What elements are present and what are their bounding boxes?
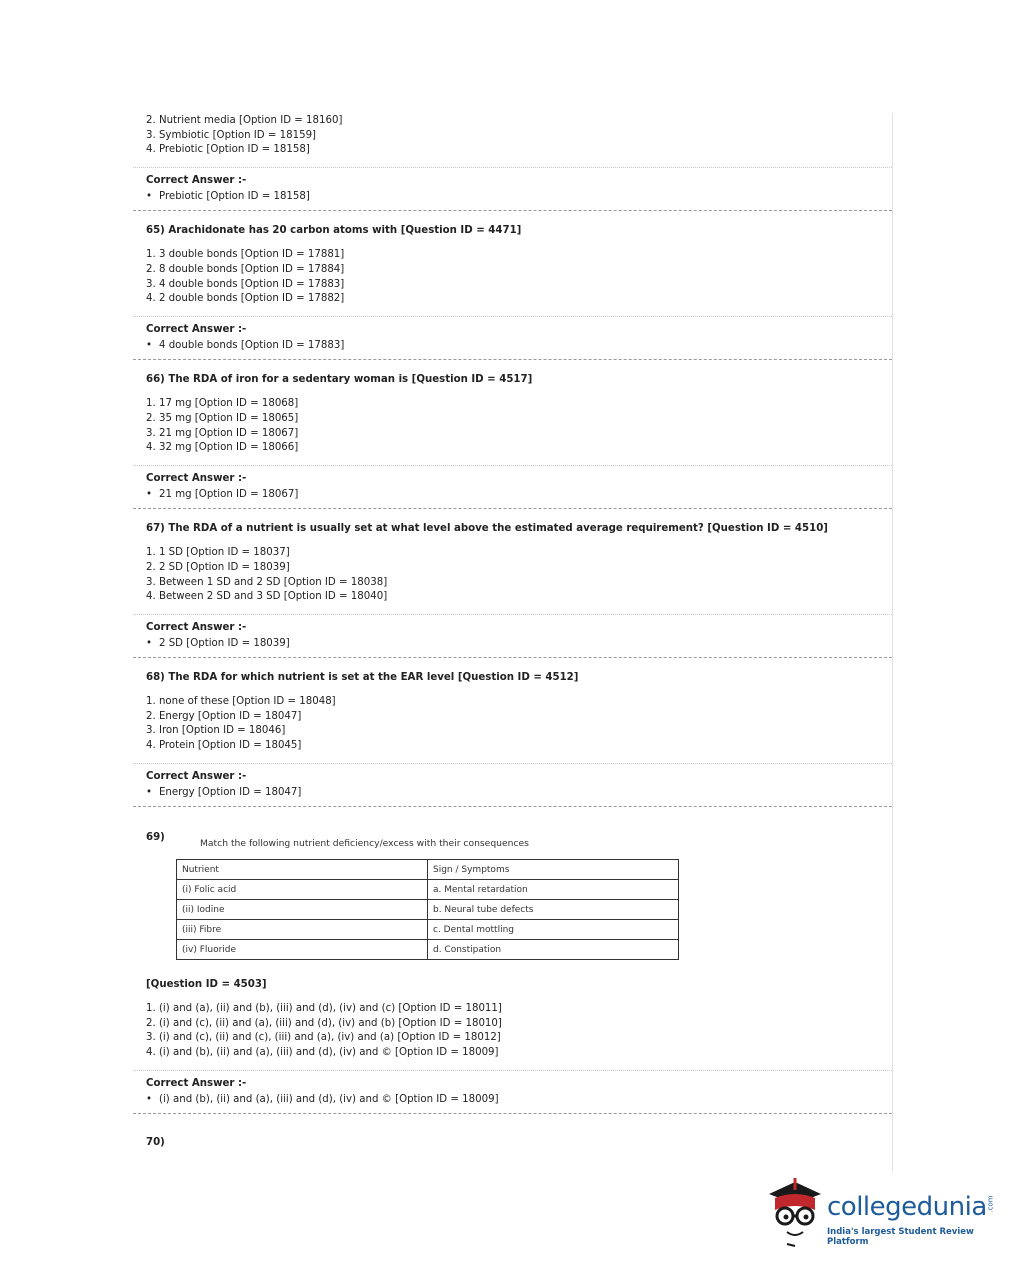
question-70 [133,1114,892,1150]
brand-domain: .com [986,1195,995,1213]
question-page [133,113,893,1171]
option: 2. Nutrient media [Option ID = 18160] [146,115,343,126]
question-65 [133,211,892,360]
question-69 [133,807,892,1114]
table-row [177,920,679,940]
match-table [176,859,679,960]
collegedunia-logo [765,1176,995,1248]
table-cell: d. Constipation [428,940,679,960]
option: 4. 2 double bonds [Option ID = 17882] [146,293,345,305]
correct-answer-label: Correct Answer :- [146,770,247,782]
correct-answer-label: Correct Answer :- [146,472,247,484]
option: 3. 4 double bonds [Option ID = 17883] [146,278,345,290]
option: 3. Symbiotic [Option ID = 18159] [146,129,317,141]
table-cell: b. Neural tube defects [428,900,679,920]
table-cell: (iii) Fibre [177,920,428,940]
brand-tagline: India's largest Student Review Platform [827,1227,974,1247]
table-header-row [177,860,679,880]
question-67 [133,509,892,658]
question-title: 65) Arachidonate has 20 carbon atoms with [Question ID = 4471] [146,225,522,237]
option: 1. 3 double bonds [Option ID = 17881] [146,249,345,261]
option: 3. Iron [Option ID = 18046] [146,725,286,737]
correct-answer: • Prebiotic [Option ID = 18158] [146,190,892,205]
option: 2. Energy [Option ID = 18047] [146,710,302,722]
question-number: 70) [146,1137,165,1149]
option: 4. (i) and (b), (ii) and (a), (iii) and (d), (iv) and © [Option ID = 18009] [146,1047,499,1059]
correct-answer-label: Correct Answer :- [146,323,247,335]
correct-answer: • 21 mg [Option ID = 18067] [146,488,892,503]
option: 3. 21 mg [Option ID = 18067] [146,427,299,439]
question-number: 69) [146,832,165,844]
correct-answer-label: Correct Answer :- [146,1077,247,1089]
mascot-icon [765,1176,825,1248]
question-title: 67) The RDA of a nutrient is usually set at what level above the estimated average requirement? [Question ID = 4510] [146,523,828,535]
table-header-cell: Nutrient [177,860,428,880]
table-row [177,940,679,960]
correct-answer: • 2 SD [Option ID = 18039] [146,637,892,652]
table-cell: (ii) Iodine [177,900,428,920]
option: 3. Between 1 SD and 2 SD [Option ID = 18038] [146,576,388,588]
question-title: 66) The RDA of iron for a sedentary woman is [Question ID = 4517] [146,374,533,386]
table-cell: (iv) Fluoride [177,940,428,960]
correct-answer-label: Correct Answer :- [146,174,247,186]
table-cell: a. Mental retardation [428,880,679,900]
question-66 [133,360,892,509]
option: 2. 2 SD [Option ID = 18039] [146,561,290,573]
correct-answer: • (i) and (b), (ii) and (a), (iii) and (d), (iv) and © [Option ID = 18009] [146,1093,892,1108]
option: 4. Protein [Option ID = 18045] [146,740,302,752]
option: 2. (i) and (c), (ii) and (a), (iii) and (d), (iv) and (b) [Option ID = 18010] [146,1017,502,1029]
option: 2. 8 double bonds [Option ID = 17884] [146,263,345,275]
option: 4. Prebiotic [Option ID = 18158] [146,144,310,156]
option: 1. 17 mg [Option ID = 18068] [146,398,299,410]
table-row [177,900,679,920]
question-id: [Question ID = 4503] [146,979,267,991]
option: 2. 35 mg [Option ID = 18065] [146,412,299,424]
correct-answer-label: Correct Answer :- [146,621,247,633]
table-cell: c. Dental mottling [428,920,679,940]
question-instruction: Match the following nutrient deficiency/excess with their consequences [200,838,529,850]
brand-name: collegedunia [827,1192,987,1222]
option: 4. Between 2 SD and 3 SD [Option ID = 18040] [146,591,388,603]
option: 1. (i) and (a), (ii) and (b), (iii) and (d), (iv) and (c) [Option ID = 18011] [146,1003,502,1015]
option: 4. 32 mg [Option ID = 18066] [146,442,299,454]
question-title: 68) The RDA for which nutrient is set at the EAR level [Question ID = 4512] [146,672,579,684]
table-cell: (i) Folic acid [177,880,428,900]
correct-answer: • 4 double bonds [Option ID = 17883] [146,339,892,354]
table-header-cell: Sign / Symptoms [428,860,679,880]
table-row [177,880,679,900]
option: 3. (i) and (c), (ii) and (c), (iii) and (a), (iv) and (a) [Option ID = 18012] [146,1032,501,1044]
question-68 [133,658,892,807]
correct-answer: • Energy [Option ID = 18047] [146,786,892,801]
option: 1. 1 SD [Option ID = 18037] [146,547,290,559]
question-64 [133,113,892,211]
option: 1. none of these [Option ID = 18048] [146,696,336,708]
